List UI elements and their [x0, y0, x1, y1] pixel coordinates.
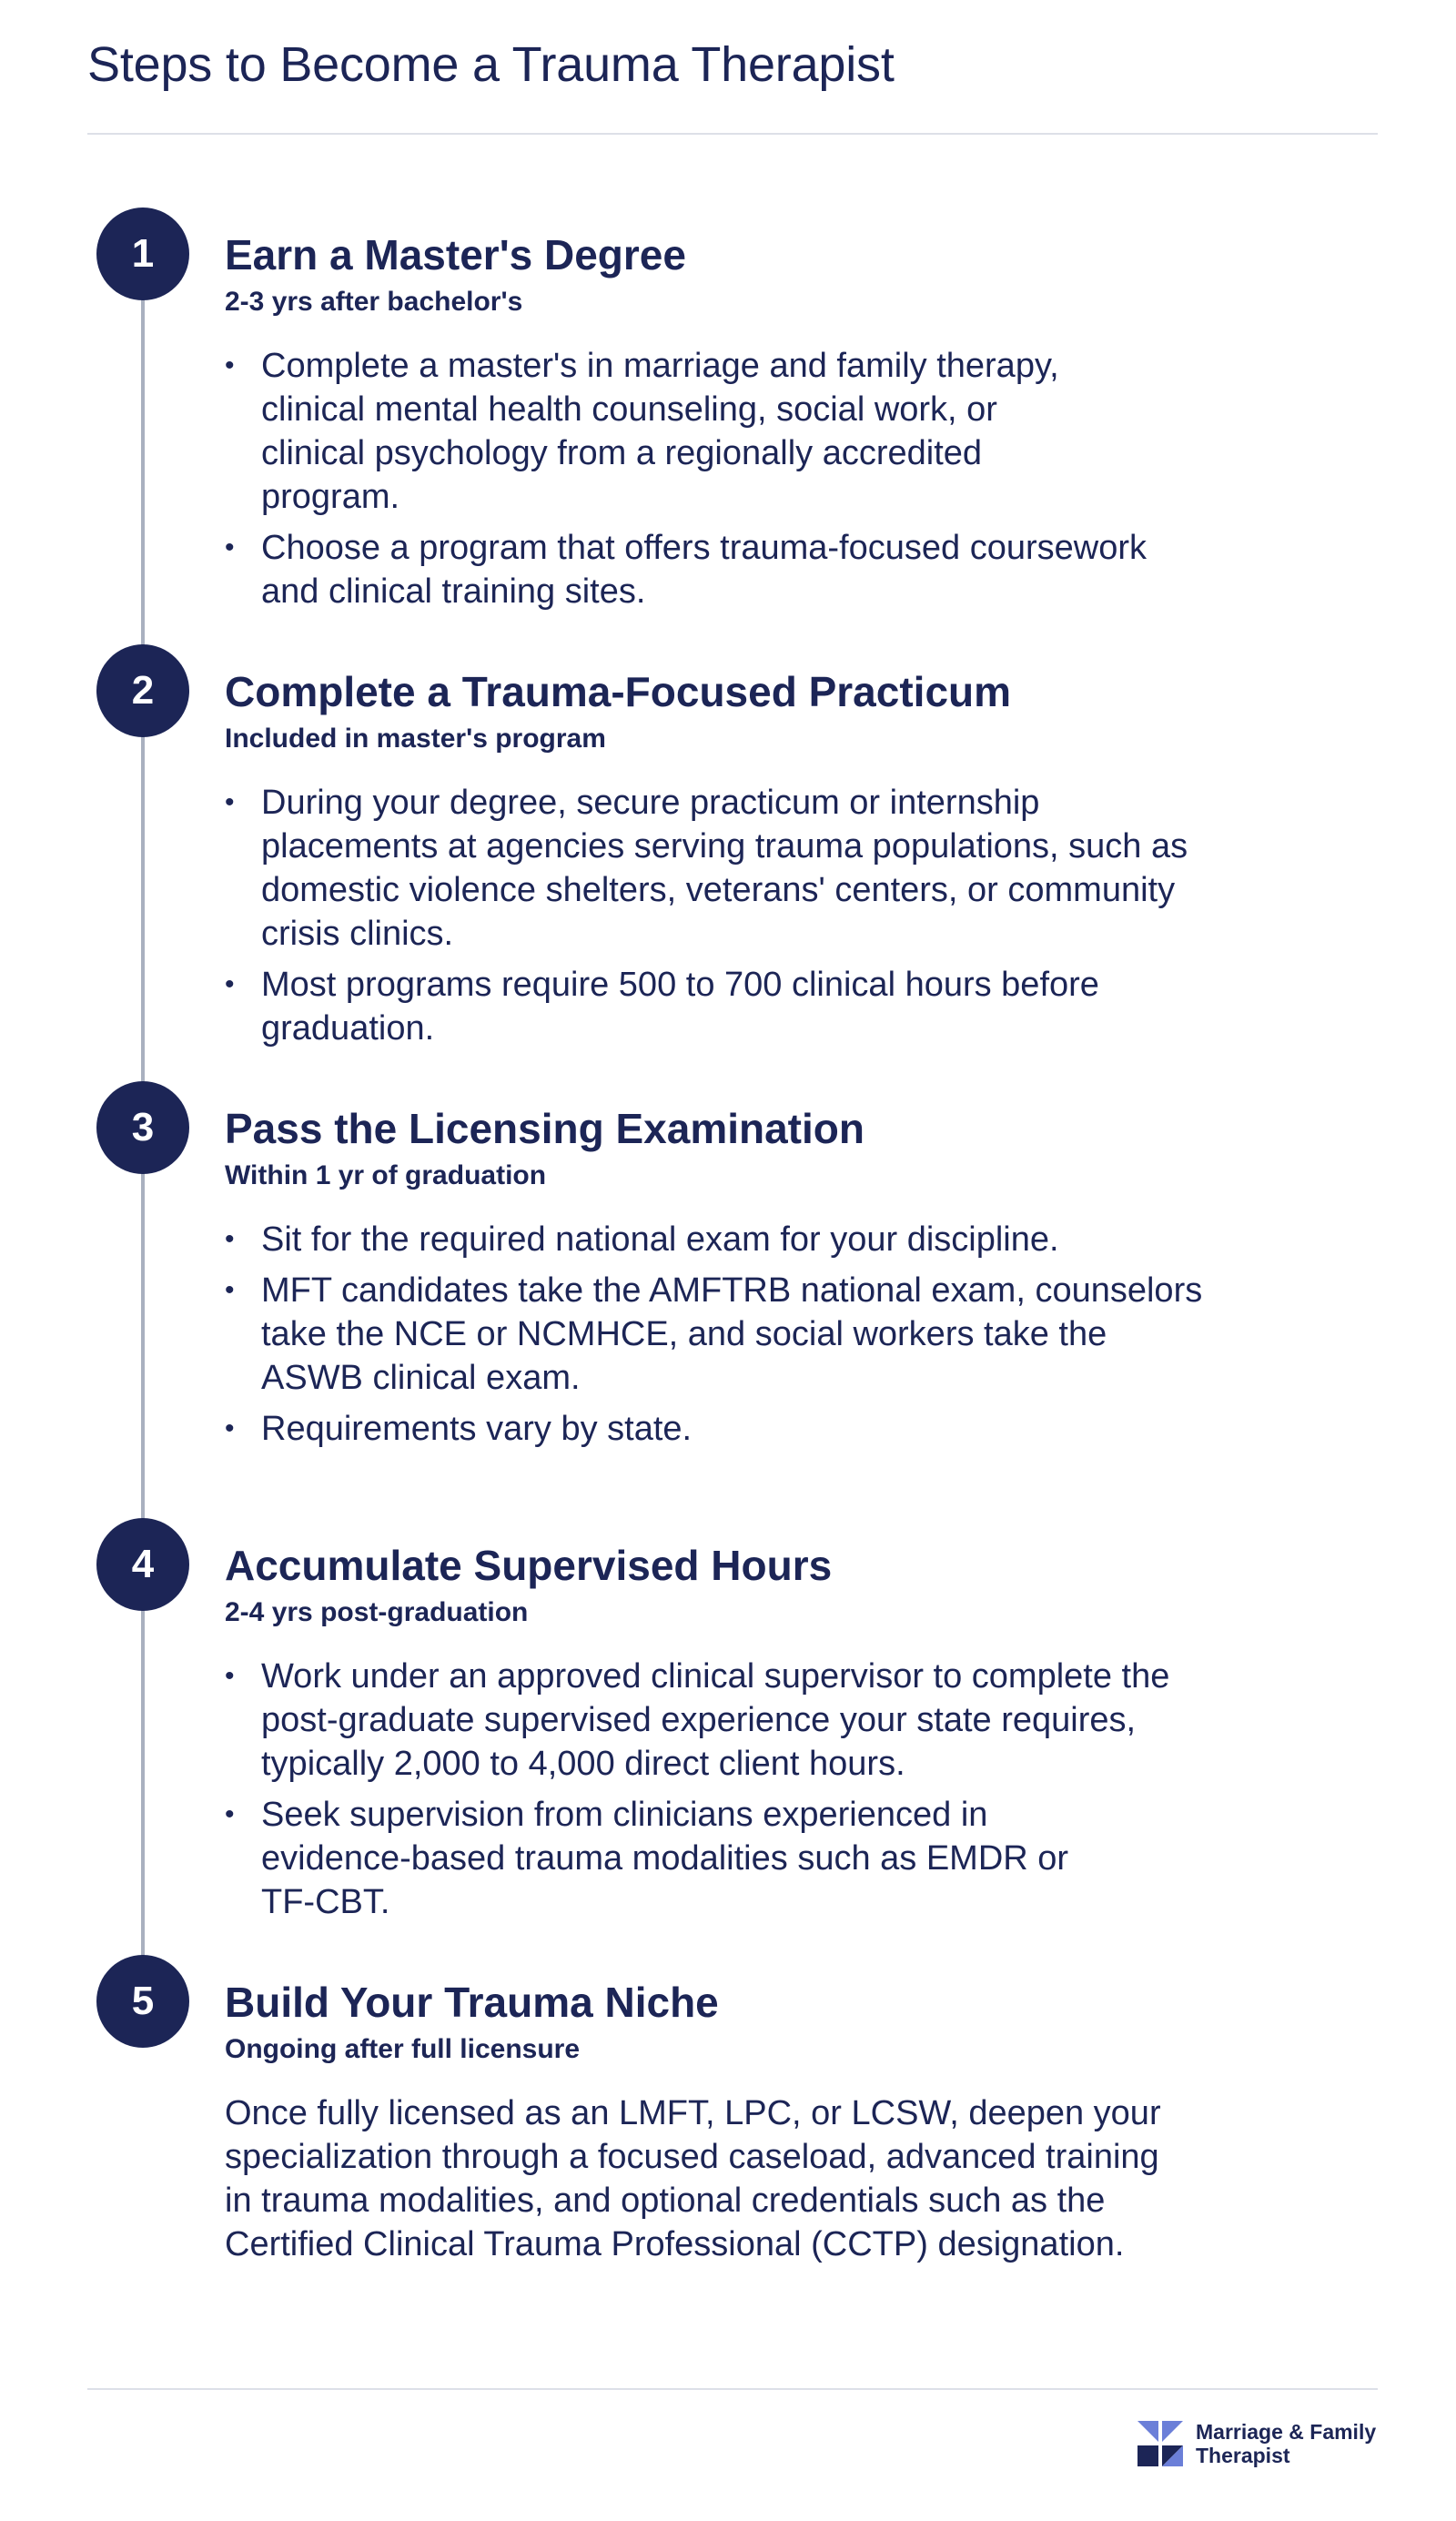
bullet-item: • Sit for the required national exam for your discipline.: [225, 1218, 1208, 1261]
step-number-badge: 1: [96, 208, 189, 300]
step-duration: 2-4 yrs post-graduation: [225, 1597, 529, 1627]
step-title: Complete a Trauma-Focused Practicum: [225, 668, 1012, 715]
brand-logo-line2: Therapist: [1196, 2444, 1290, 2467]
brand-logo: [1136, 2419, 1376, 2468]
step-number-badge: 2: [96, 644, 189, 737]
bullet-item: • MFT candidates take the AMFTRB national exam, counselors take the NCE or NCMHCE, and social workers take the ASWB clinical exam.: [225, 1269, 1208, 1400]
step-bullet-list: [225, 781, 1189, 1050]
step-duration: 2-3 yrs after bachelor's: [225, 287, 523, 317]
step-bullet-list: [225, 1655, 1189, 1924]
step-title: Accumulate Supervised Hours: [225, 1542, 833, 1589]
step-title: Pass the Licensing Examination: [225, 1105, 864, 1152]
brand-logo-icon: [1136, 2419, 1185, 2468]
step-duration: Included in master's program: [225, 724, 606, 754]
step-number-badge: 4: [96, 1518, 189, 1611]
header-divider: [87, 133, 1378, 135]
step-paragraph: Once fully licensed as an LMFT, LPC, or LCSW, deepen your specialization through a focused caseload, advanced training in trauma modalities, and optional credentials such as the Certified Clinical Trauma Professional (CCTP) designation.: [225, 2094, 1161, 2263]
step-number-badge: 3: [96, 1081, 189, 1174]
bullet-item: • Requirements vary by state.: [225, 1407, 1208, 1451]
brand-logo-line1: Marriage & Family: [1196, 2420, 1377, 2444]
step-title: Earn a Master's Degree: [225, 231, 686, 278]
page-title: Steps to Become a Trauma Therapist: [87, 37, 895, 92]
footer-divider: [87, 2388, 1378, 2390]
bullet-item: • Work under an approved clinical supervisor to complete the post-graduate supervised experience your state requires, typically 2,000 to 4,000 direct client hours.: [225, 1655, 1171, 1786]
bullet-item: • During your degree, secure practicum or internship placements at agencies serving trauma populations, such as domestic violence shelters, veterans' centers, or community crisis clinics.: [225, 781, 1208, 956]
step-bullet-list: [225, 1218, 1203, 1451]
bullet-item: • Complete a master's in marriage and family therapy, clinical mental health counseling, social work, or clinical psychology from a regionally accredited program.: [225, 344, 1098, 519]
bullet-item: • Seek supervision from clinicians experienced in evidence-based trauma modalities such as EMDR or TF-CBT.: [225, 1793, 1117, 1924]
brand-logo-text: [1196, 2420, 1376, 2467]
step-duration: Within 1 yr of graduation: [225, 1160, 547, 1190]
bullet-item: • Choose a program that offers trauma-focused coursework and clinical training sites.: [225, 526, 1208, 613]
step-duration: Ongoing after full licensure: [225, 2034, 581, 2064]
bullet-item: • Most programs require 500 to 700 clinical hours before graduation.: [225, 963, 1171, 1050]
step-bullet-list: [225, 344, 1189, 613]
step-number-badge: 5: [96, 1955, 189, 2048]
step-title: Build Your Trauma Niche: [225, 1979, 719, 2026]
